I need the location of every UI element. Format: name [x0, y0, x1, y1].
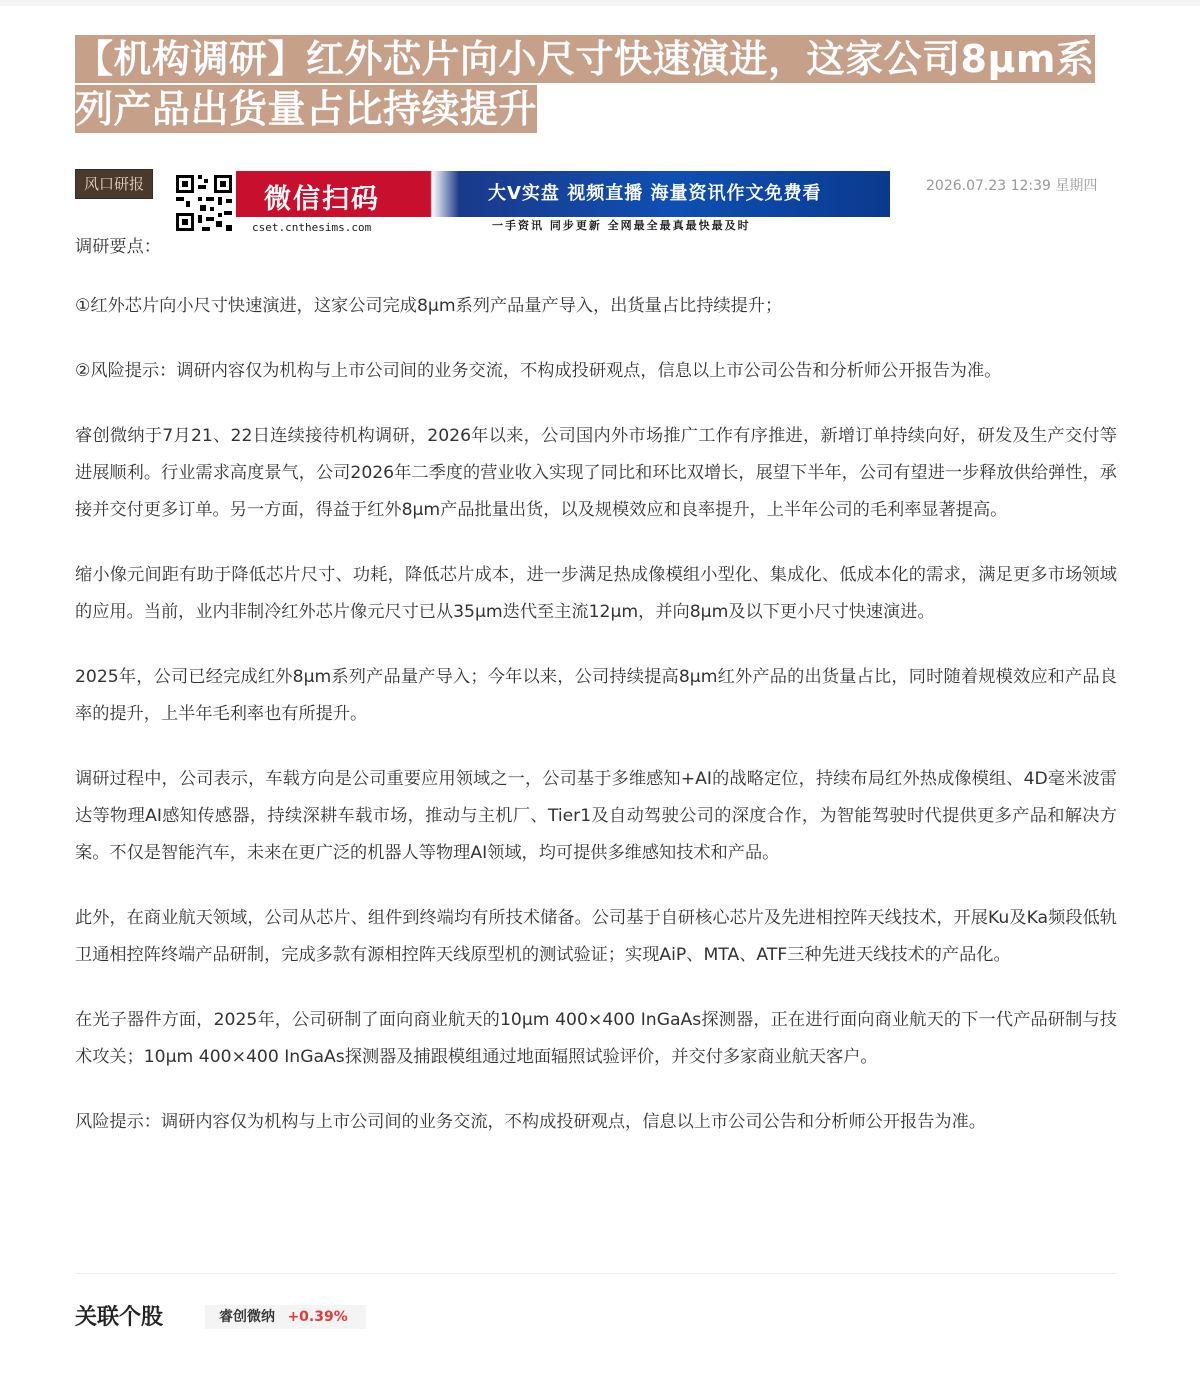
paragraph: ②风险提示：调研内容仅为机构与上市公司间的业务交流，不构成投研观点，信息以上市公司公告和分析师公开报告为准。 [75, 361, 1002, 381]
paragraph: 在光子器件方面，2025年，公司研制了面向商业航天的10μm 400×400 InGaAs探测器，正在进行面向商业航天的下一代产品研制与技术攻关；10μm 400×400 InGaAs探测器及捕跟模组通过地面辐照试验评价，并交付多家商业航天客户。 [75, 1010, 1117, 1067]
stock-change: +0.39% [287, 1309, 348, 1325]
paragraph: ①红外芯片向小尺寸快速演进，这家公司完成8μm系列产品量产导入，出货量占比持续提升； [75, 296, 783, 316]
article-title-text: 【机构调研】红外芯片向小尺寸快速演进，这家公司8μm系列产品出货量占比持续提升 [75, 37, 1095, 131]
related-stock-chip[interactable] [205, 1305, 366, 1329]
paragraph: 此外，在商业航天领域，公司从芯片、组件到终端均有所技术储备。公司基于自研核心芯片及先进相控阵天线技术，开展Ku及Ka频段低轨卫通相控阵终端产品研制，完成多款有源相控阵天线原型机的测试验证；实现AiP、MTA、ATF三种先进天线技术的产品化。 [75, 908, 1117, 965]
banner-promo: 大V实盘 视频直播 海量资讯作文免费看 [488, 183, 822, 204]
related-stocks-heading: 关联个股 [75, 1305, 164, 1330]
banner-site: cset.cnthesims.com [252, 221, 372, 234]
paragraph: 调研要点： [75, 237, 161, 257]
paragraph: 调研过程中，公司表示，车载方向是公司重要应用领域之一，公司基于多维感知+AI的战略定位，持续布局红外热成像模组、4D毫米波雷达等物理AI感知传感器，持续深耕车载市场，推动与主机厂、Tier1及自动驾驶公司的深度合作，为智能驾驶时代提供更多产品和解决方案。不仅是智能汽车，未来在更广泛的机器人等物理AI领域，均可提供多维感知技术和产品。 [75, 769, 1117, 863]
article-body [75, 229, 1117, 1169]
qr-code-icon [172, 171, 236, 235]
paragraph: 缩小像元间距有助于降低芯片尺寸、功耗，降低芯片成本，进一步满足热成像模组小型化、集成化、低成本化的需求，满足更多市场领域的应用。当前，业内非制冷红外芯片像元尺寸已从35μm迭代至主流12μm，并向8μm及以下更小尺寸快速演进。 [75, 565, 1117, 622]
wechat-ad-banner[interactable] [172, 171, 890, 235]
article-title [75, 34, 1125, 134]
publish-timestamp: 2026.07.23 12:39 星期四 [926, 178, 1098, 194]
stock-name: 睿创微纳 [219, 1309, 275, 1325]
paragraph: 风险提示：调研内容仅为机构与上市公司间的业务交流，不构成投研观点，信息以上市公司公告和分析师公开报告为准。 [75, 1112, 986, 1132]
paragraph: 睿创微纳于7月21、22日连续接待机构调研，2026年以来，公司国内外市场推广工作有序推进，新增订单持续向好，研发及生产交付等进展顺利。行业需求高度景气，公司2026年二季度的营业收入实现了同比和环比双增长，展望下半年，公司有望进一步释放供给弹性，承接并交付更多订单。另一方面，得益于红外8μm产品批量出货，以及规模效应和良率提升，上半年公司的毛利率显著提高。 [75, 426, 1117, 520]
banner-slogan: 一手资讯 同步更新 全网最全最真最快最及时 [492, 219, 751, 232]
source-tag[interactable]: 风口研报 [75, 169, 153, 199]
divider [75, 1273, 1117, 1274]
paragraph: 2025年，公司已经完成红外8μm系列产品量产导入；今年以来，公司持续提高8μm红外产品的出货量占比，同时随着规模效应和产品良率的提升，上半年毛利率也有所提升。 [75, 667, 1117, 724]
top-rule [0, 0, 1200, 6]
banner-headline: 微信扫码 [264, 184, 380, 215]
